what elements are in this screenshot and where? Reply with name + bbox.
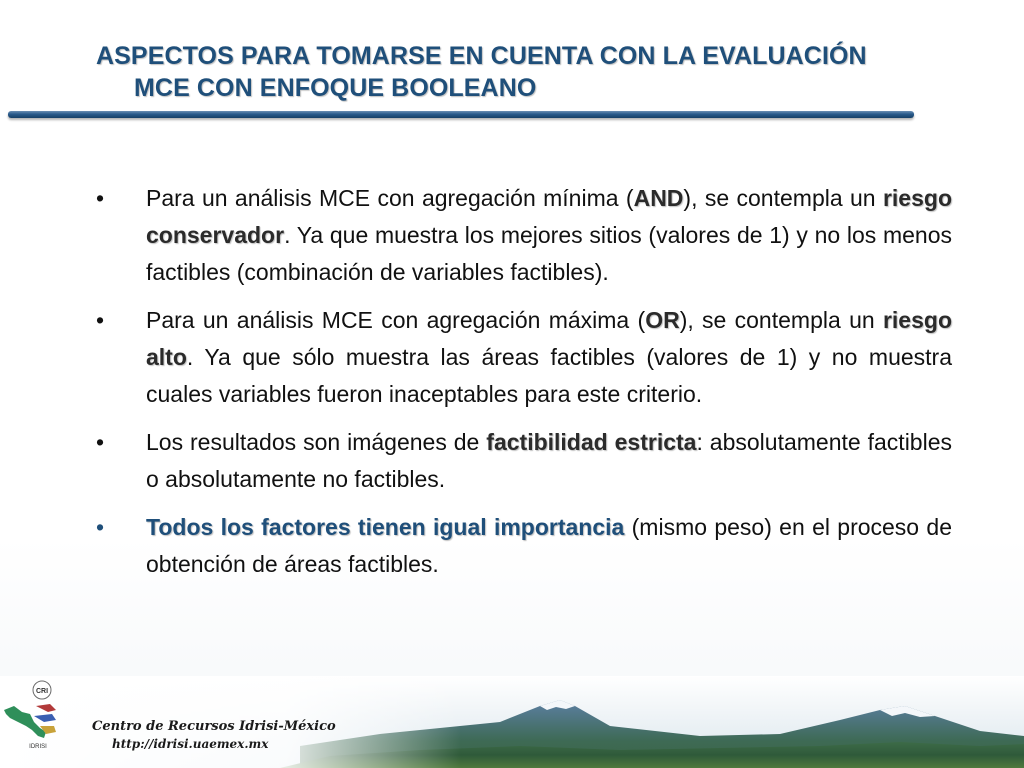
bullet-text-run: (mismo peso) en el proceso de obtención de áreas factibles. bbox=[146, 514, 952, 577]
bullet-bold-text: riesgo alto bbox=[146, 307, 952, 370]
bullet-text bbox=[146, 307, 952, 407]
bullet-marker: • bbox=[96, 307, 105, 333]
bullet-item bbox=[96, 424, 952, 498]
bullet-marker: • bbox=[96, 429, 105, 455]
bullet-text-run: . Ya que muestra los mejores sitios (valores de 1) y no los menos factibles (combinación de variables factibles). bbox=[146, 222, 952, 285]
bullet-text-run: ), se contempla un bbox=[679, 307, 883, 333]
bullet-bold-text: Todos los factores tienen igual importancia bbox=[146, 514, 625, 540]
bullet-text-run: ), se contempla un bbox=[683, 185, 883, 211]
bullet-list bbox=[96, 180, 952, 594]
bullet-item bbox=[96, 509, 952, 583]
bullet-text-run: Para un análisis MCE con agregación mínima ( bbox=[146, 185, 634, 211]
bullet-text-run: Los resultados son imágenes de bbox=[146, 429, 487, 455]
bullet-text-run: . Ya que sólo muestra las áreas factibles (valores de 1) y no muestra cuales variables fueron inaceptables para este criterio. bbox=[146, 344, 952, 407]
svg-text:IDRISI: IDRISI bbox=[29, 744, 47, 750]
slide-title-line2: MCE CON ENFOQUE BOOLEANO bbox=[134, 74, 537, 102]
bullet-text bbox=[146, 429, 952, 492]
bullet-item bbox=[96, 180, 952, 291]
footer-url-link[interactable]: http://idrisi.uaemex.mx bbox=[112, 737, 269, 751]
footer-organization-name: Centro de Recursos Idrisi-México bbox=[92, 719, 336, 734]
cri-logo-icon bbox=[0, 676, 60, 752]
bullet-text-run: : absolutamente factibles o absolutamente no factibles. bbox=[146, 429, 952, 492]
title-underline-bar bbox=[8, 111, 914, 118]
bullet-bold-text: OR bbox=[645, 307, 680, 333]
bullet-text bbox=[146, 514, 952, 577]
bullet-marker: • bbox=[96, 185, 105, 211]
bullet-text bbox=[146, 185, 952, 285]
bullet-marker: • bbox=[96, 514, 105, 540]
bullet-bold-text: riesgo conservador bbox=[146, 185, 952, 248]
bullet-text-run: Para un análisis MCE con agregación máxima ( bbox=[146, 307, 646, 333]
svg-text:CRI: CRI bbox=[35, 688, 49, 695]
slide-title bbox=[96, 40, 966, 104]
bullet-bold-text: factibilidad estricta bbox=[486, 429, 697, 455]
slide-title-line1: ASPECTOS PARA TOMARSE EN CUENTA CON LA EVALUACIÓN bbox=[96, 42, 867, 70]
bullet-bold-text: AND bbox=[633, 185, 684, 211]
bullet-item bbox=[96, 302, 952, 413]
